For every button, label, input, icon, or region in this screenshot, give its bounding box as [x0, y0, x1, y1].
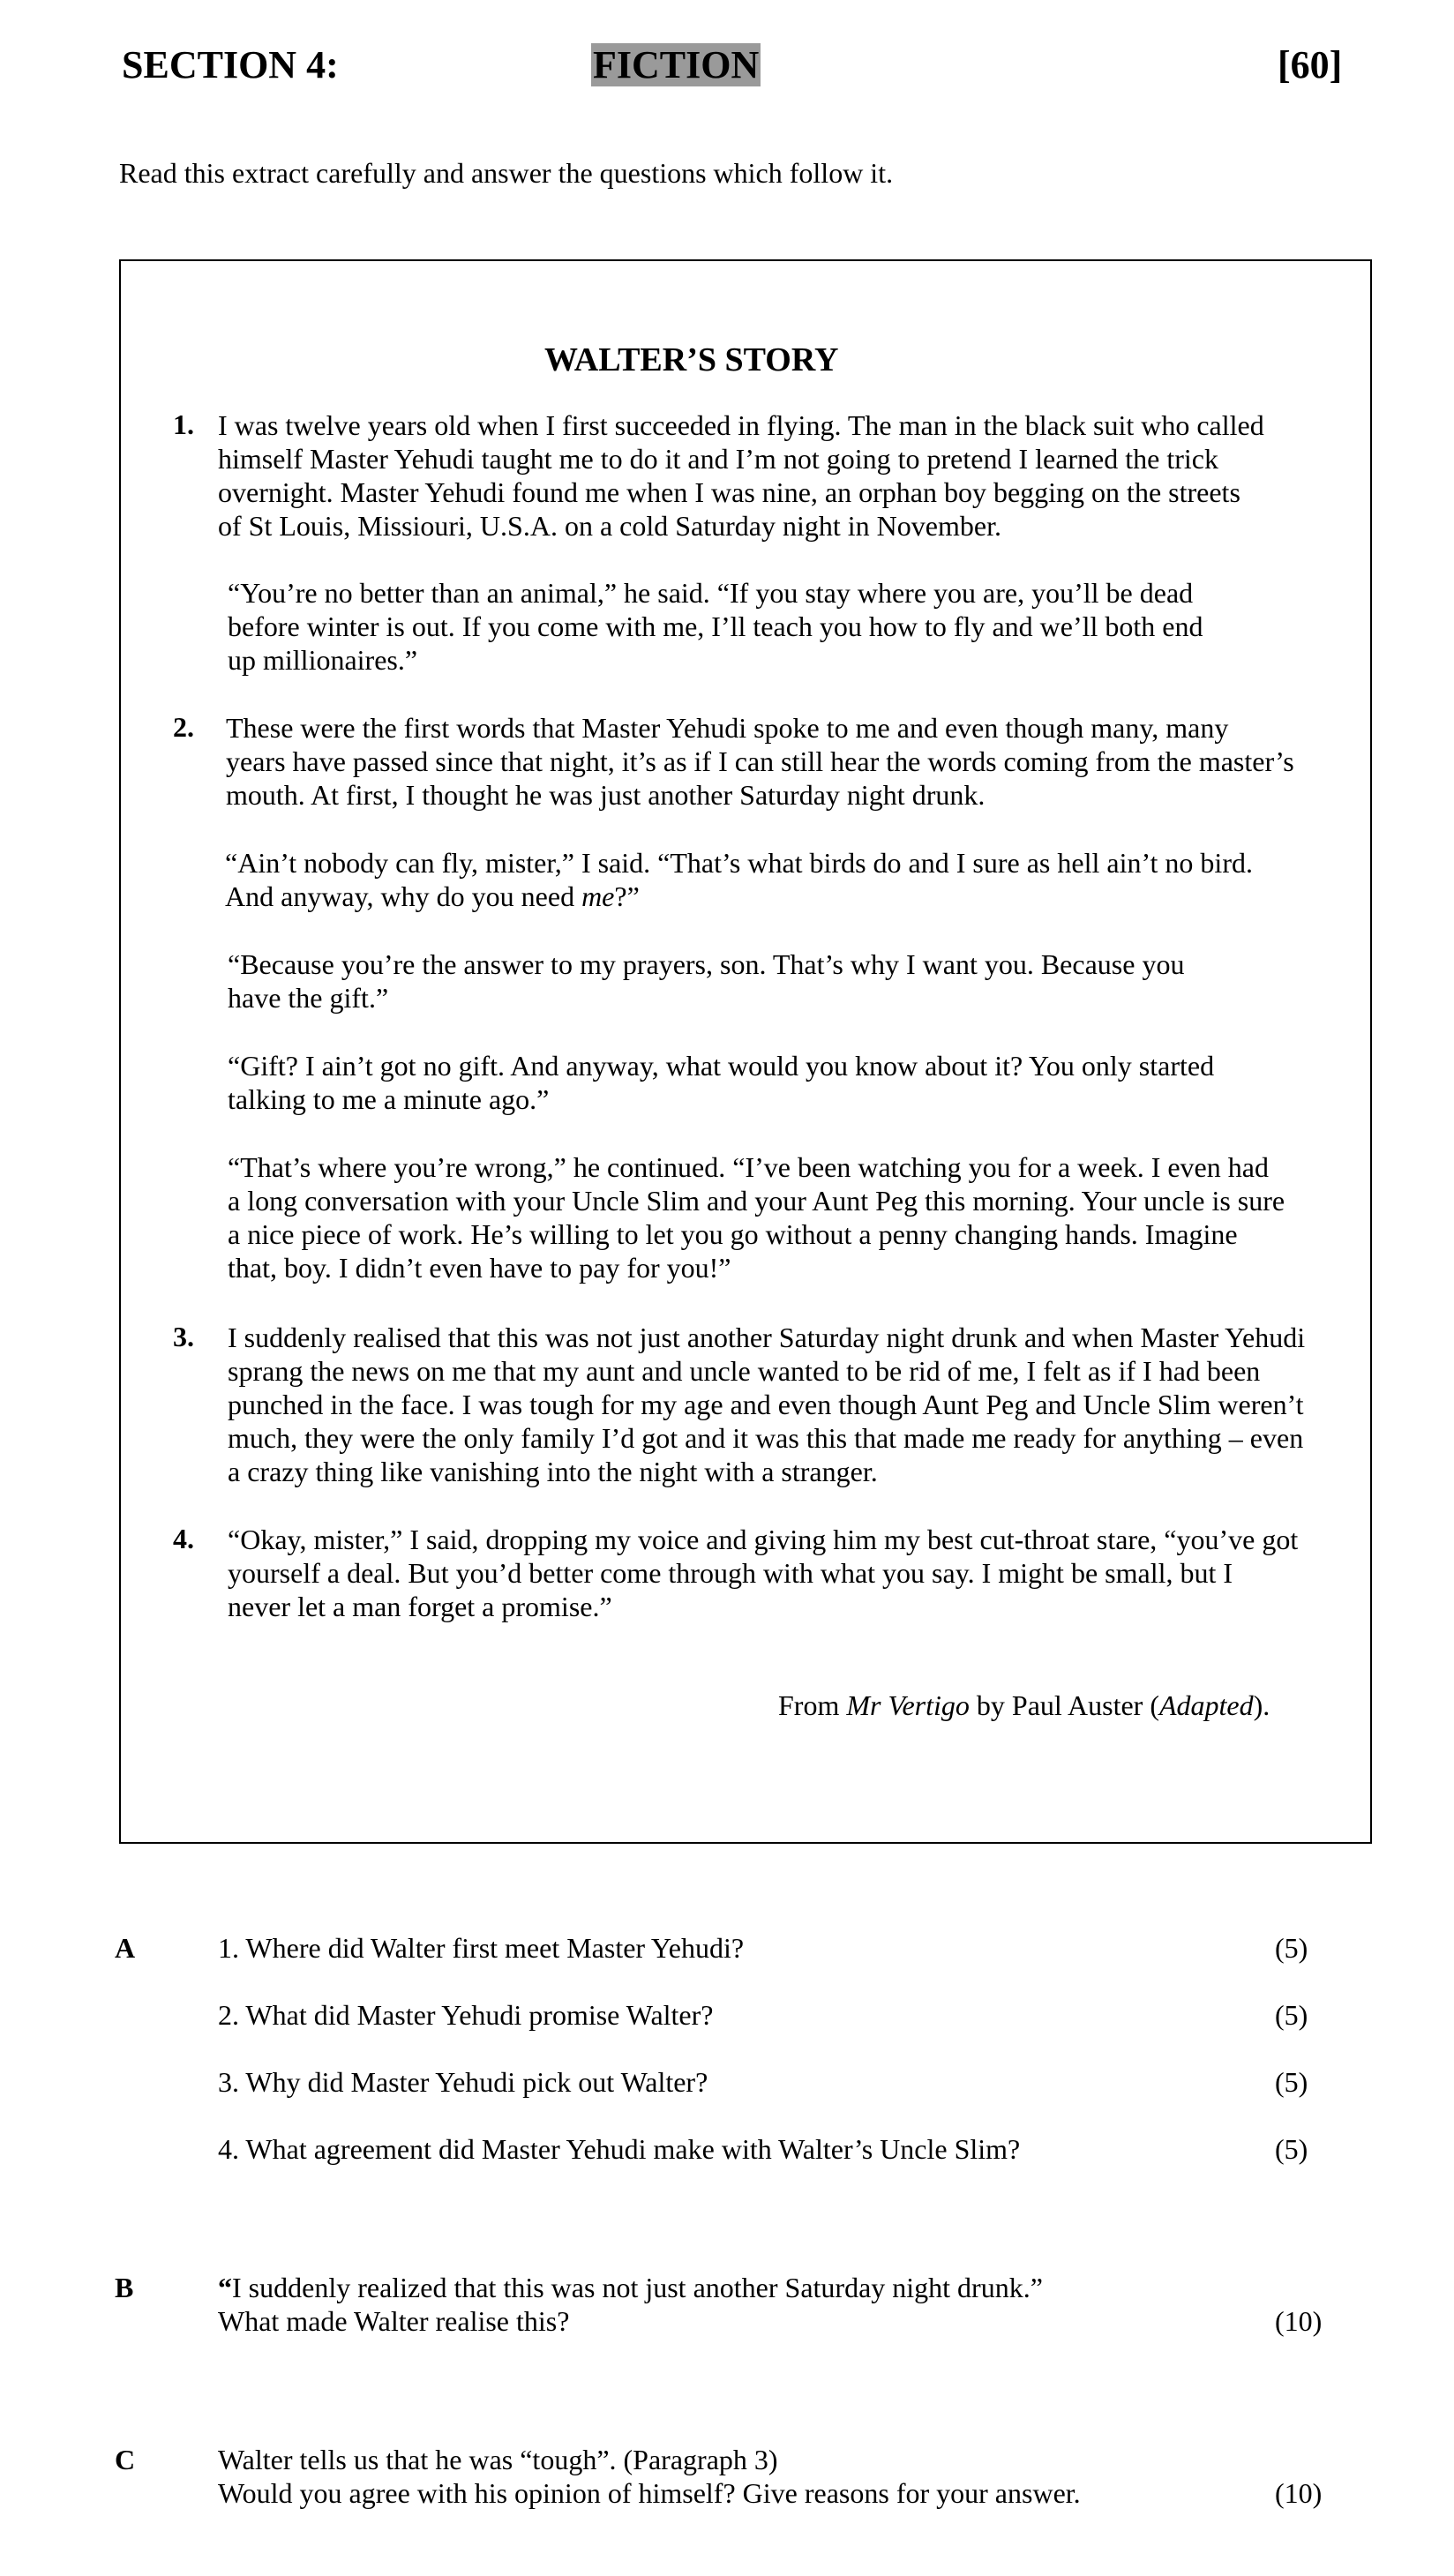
paragraph-1: I was twelve years old when I first succeeded in flying. The man in the black suit who called himself Master Yehudi taught me to do it and I’m not going to pretend I learned the trick overnight. Master Yehudi found me when I was nine, an orphan boy begging on the streets of St Louis, Missiouri, U.S.A. on a cold Saturday night in November. [218, 409, 1264, 542]
question-letter-c: C [115, 2444, 136, 2475]
section-label: SECTION 4: [122, 43, 339, 86]
question-b-quote-text: I suddenly realized that this was not just another Saturday night drunk.” [232, 2272, 1043, 2303]
question-b: What made Walter realise this? [218, 2305, 570, 2337]
source-author: by Paul Auster ( [969, 1689, 1159, 1721]
question-c-line1: Walter tells us that he was “tough”. (Paragraph 3) [218, 2444, 778, 2475]
question-a3-marks: (5) [1275, 2066, 1308, 2098]
question-a3: 3. Why did Master Yehudi pick out Walter? [218, 2066, 708, 2098]
story-title: WALTER’S STORY [544, 341, 839, 378]
source-citation [778, 1689, 1270, 1722]
question-a2: 2. What did Master Yehudi promise Walter? [218, 1999, 714, 2031]
section-title [591, 42, 761, 87]
question-a4: 4. What agreement did Master Yehudi make with Walter’s Uncle Slim? [218, 2133, 1021, 2165]
question-a2-marks: (5) [1275, 1999, 1308, 2031]
dialogue-2-text: “Ain’t nobody can fly, mister,” I said. “That’s what birds do and I sure as hell ain’t no bird. And anyway, why do you need [225, 847, 1253, 912]
instruction-text: Read this extract carefully and answer the questions which follow it. [119, 157, 894, 189]
question-b-marks: (10) [1275, 2305, 1323, 2337]
source-book-title: Mr Vertigo [846, 1689, 970, 1721]
dialogue-2-emphasis: me [581, 880, 615, 912]
paragraph-number-1: 1. [173, 408, 194, 440]
question-b-open-quote: “ [218, 2272, 232, 2303]
paragraph-3: I suddenly realised that this was not just another Saturday night drunk and when Master Yehudi sprang the news on me that my aunt and uncle wanted to be rid of me, I felt as if I had been punched in the face. I was tough for my age and even though Aunt Peg and Uncle Slim weren’t much, they were the only family I’d got and it was this that made me ready for anything – even a crazy thing like vanishing into the night with a stranger. [228, 1322, 1306, 1487]
question-a4-marks: (5) [1275, 2133, 1308, 2165]
dialogue-4: “Gift? I ain’t got no gift. And anyway, what would you know about it? You only started talking to me a minute ago.” [228, 1050, 1215, 1115]
source-prefix: From [778, 1689, 847, 1721]
dialogue-2-end: ?” [614, 880, 640, 912]
question-c-marks: (10) [1275, 2477, 1323, 2509]
paragraph-2: These were the first words that Master Yehudi spoke to me and even though many, many years have passed since that night, it’s as if I can still hear the words coming from the master’s mouth. At first, I thought he was just another Saturday night drunk. [226, 712, 1294, 811]
paragraph-number-2: 2. [173, 711, 194, 743]
question-b-quote [218, 2272, 1043, 2304]
question-letter-b: B [115, 2272, 134, 2303]
section-marks: [60] [1278, 43, 1343, 86]
source-note: Adapted [1158, 1689, 1254, 1721]
section-title-highlight: FICTION [593, 43, 760, 86]
source-suffix: ). [1253, 1689, 1270, 1721]
dialogue-2 [225, 846, 1253, 913]
dialogue-5: “That’s where you’re wrong,” he continued. “I’ve been watching you for a week. I even had a long conversation with your Uncle Slim and your Aunt Peg this morning. Your uncle is sure a nice piece of work. He’s willing to let you go without a penny changing hands. Imagine that, boy. I didn’t even have to pay for you!” [228, 1151, 1285, 1284]
question-c-line2: Would you agree with his opinion of himself? Give reasons for your answer. [218, 2477, 1081, 2509]
dialogue-3: “Because you’re the answer to my prayers, son. That’s why I want you. Because you have the gift.” [228, 948, 1185, 1014]
question-letter-a: A [115, 1932, 136, 1964]
paragraph-4: “Okay, mister,” I said, dropping my voice and giving him my best cut-throat stare, “you’ve got yourself a deal. But you’d better come through with what you say. I might be small, but I never let a man forget a promise.” [228, 1524, 1299, 1622]
question-a1-marks: (5) [1275, 1932, 1308, 1964]
dialogue-1: “You’re no better than an animal,” he said. “If you stay where you are, you’ll be dead before winter is out. If you come with me, I’ll teach you how to fly and we’ll both end up millionaires.” [228, 577, 1203, 676]
paragraph-number-3: 3. [173, 1321, 194, 1352]
paragraph-number-4: 4. [173, 1523, 194, 1554]
question-a1: 1. Where did Walter first meet Master Yehudi? [218, 1932, 745, 1964]
